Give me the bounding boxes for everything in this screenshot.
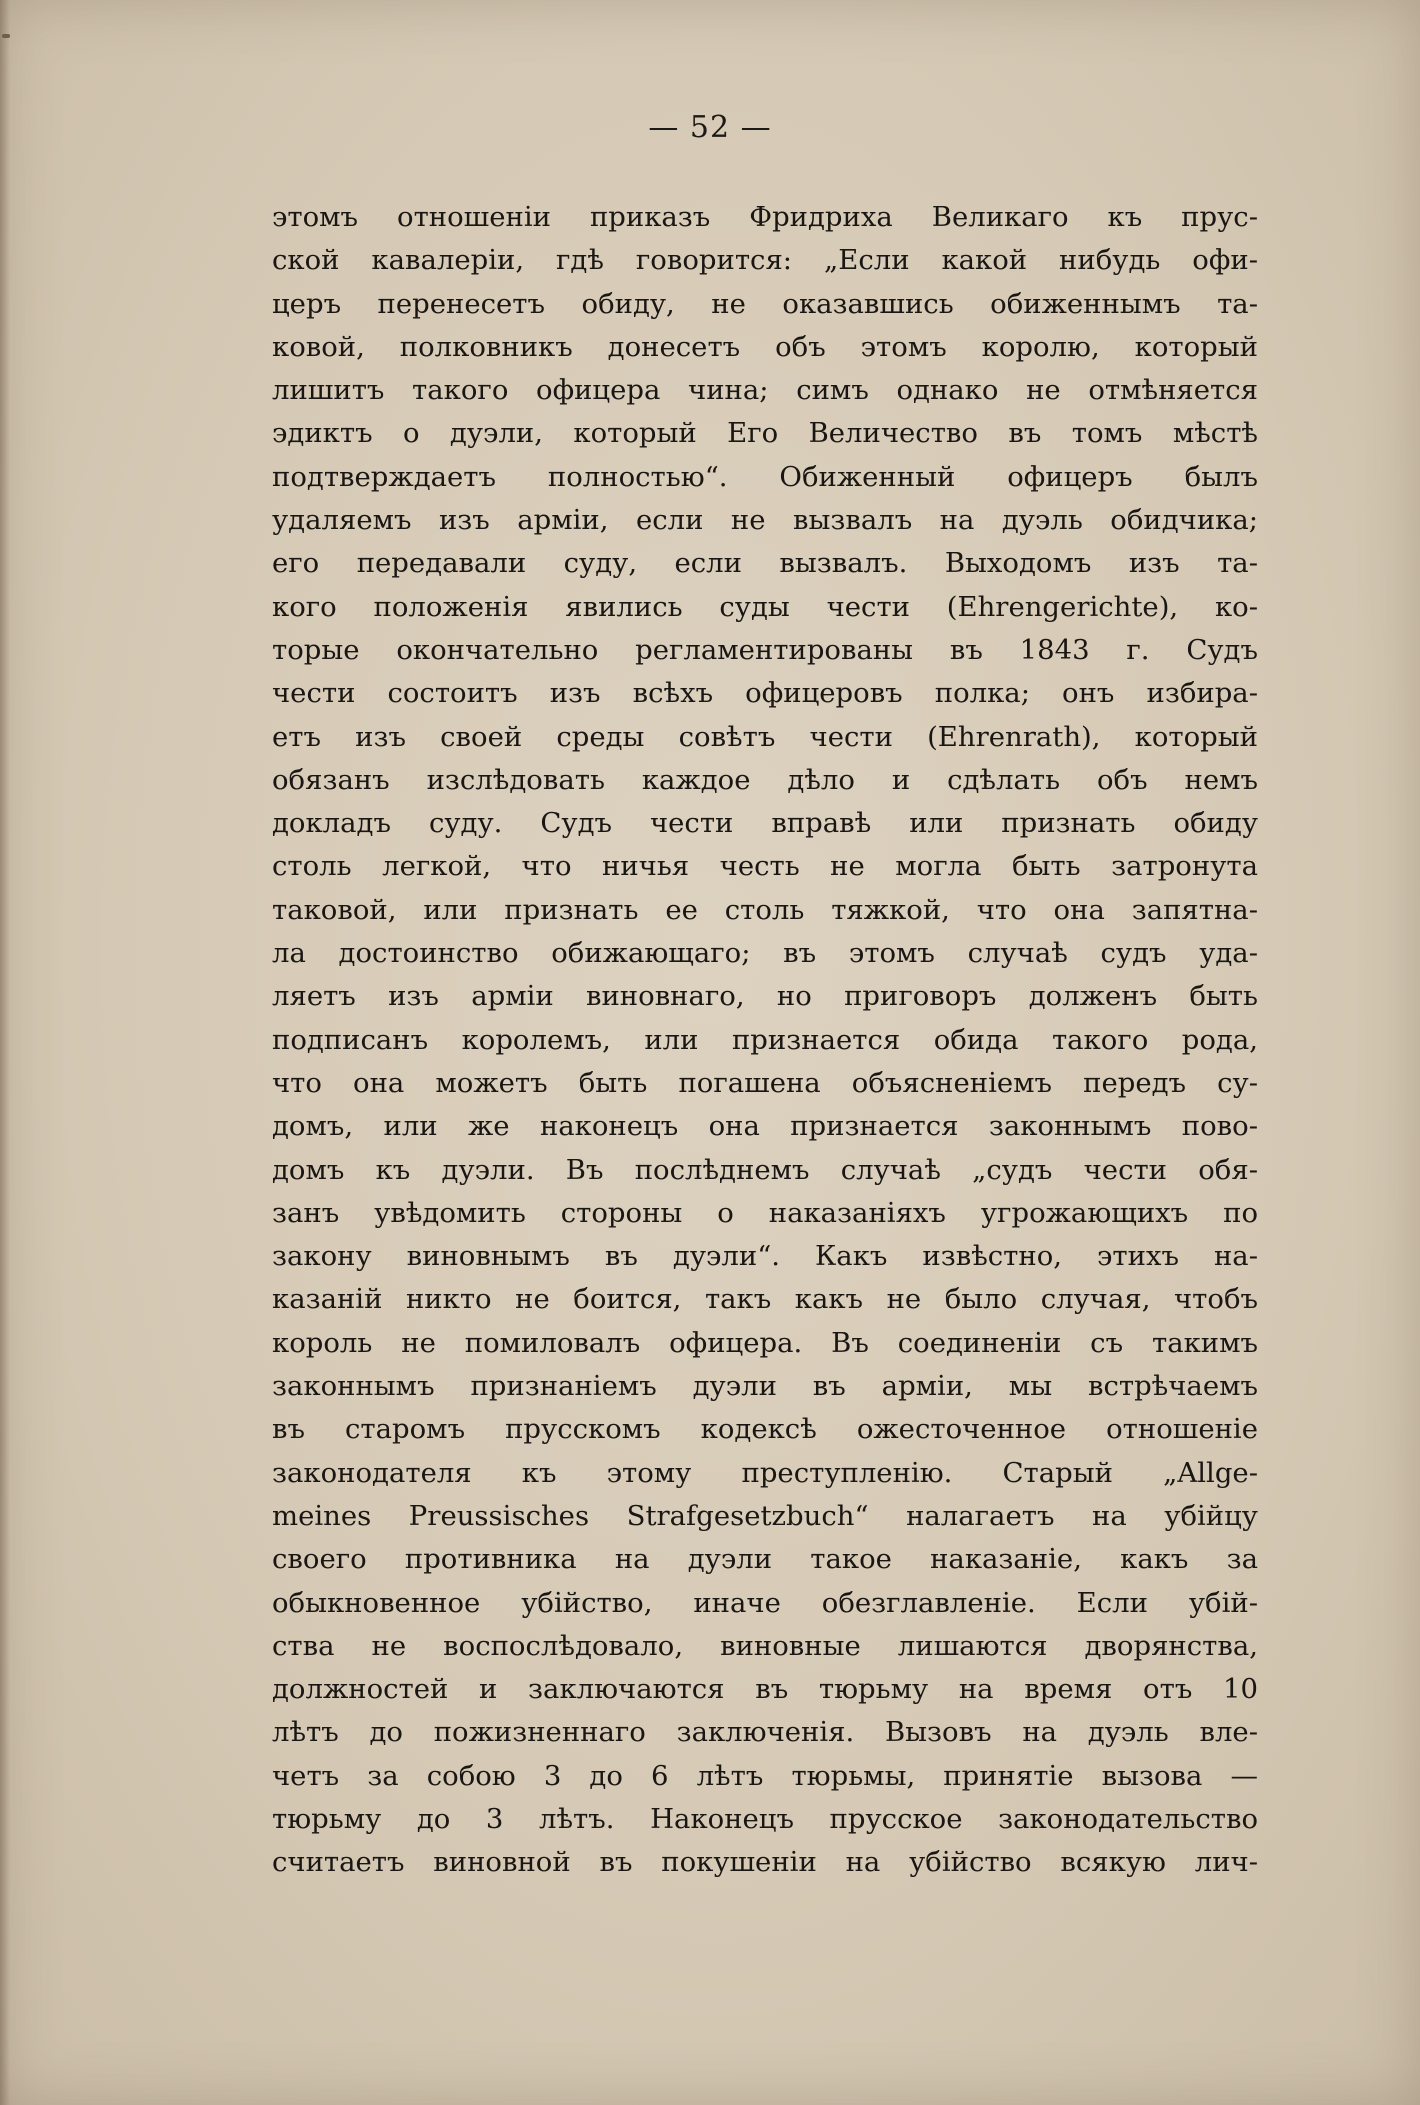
- text-line: церъ перенесетъ обиду, не оказавшись обиженнымъ та-: [272, 287, 1258, 320]
- text-line: должностей и заключаются въ тюрьму на время отъ 10: [272, 1673, 1258, 1706]
- text-line: докладъ суду. Судъ чести вправѣ или признать обиду: [272, 807, 1258, 840]
- text-line: ковой, полковникъ донесетъ объ этомъ королю, который: [272, 330, 1258, 363]
- body-text: [272, 196, 1258, 1885]
- text-line: этомъ отношеніи приказъ Фридриха Великаго къ прус-: [272, 201, 1258, 233]
- text-line: чести состоитъ изъ всѣхъ офицеровъ полка; онъ избира-: [272, 677, 1258, 710]
- text-line: таковой, или признать ее столь тяжкой, что она запятна-: [272, 893, 1258, 926]
- text-line: торые окончательно регламентированы въ 1843 г. Судъ: [272, 633, 1258, 666]
- text-line: лишитъ такого офицера чина; симъ однако не отмѣняется: [272, 374, 1258, 407]
- text-line: занъ увѣдомить стороны о наказаніяхъ угрожающихъ по: [272, 1196, 1258, 1229]
- text-line: въ старомъ прусскомъ кодексѣ ожесточенное отношеніе: [272, 1413, 1258, 1446]
- text-line: столь легкой, что ничья честь не могла быть затронута: [272, 850, 1258, 883]
- text-line: своего противника на дуэли такое наказаніе, какъ за: [272, 1543, 1258, 1576]
- text-line: считаетъ виновной въ покушеніи на убійство всякую лич-: [272, 1846, 1258, 1879]
- text-line: ляетъ изъ арміи виновнаго, но приговоръ долженъ быть: [272, 980, 1258, 1013]
- text-line: что она можетъ быть погашена объясненіемъ передъ су-: [272, 1066, 1258, 1099]
- text-line: meines Preussisches Strafgesetzbuch“ налагаетъ на убійцу: [272, 1499, 1258, 1532]
- text-line: закону виновнымъ въ дуэли“. Какъ извѣстно, этихъ на-: [272, 1240, 1258, 1273]
- text-line: подписанъ королемъ, или признается обида такого рода,: [272, 1023, 1258, 1056]
- text-line: его передавали суду, если вызвалъ. Выходомъ изъ та-: [272, 547, 1258, 580]
- text-line: кого положенія явились суды чести (Ehrengerichte), ко-: [272, 590, 1258, 623]
- text-line: домъ къ дуэли. Въ послѣднемъ случаѣ „судъ чести обя-: [272, 1153, 1258, 1186]
- text-line: казаній никто не боится, такъ какъ не было случая, чтобъ: [272, 1283, 1258, 1316]
- page-edge-mark: [2, 34, 10, 38]
- page-number: — 52 —: [648, 110, 772, 145]
- text-line: обязанъ изслѣдовать каждое дѣло и сдѣлать объ немъ: [272, 763, 1258, 796]
- text-line: удаляемъ изъ арміи, если не вызвалъ на дуэль обидчика;: [272, 504, 1258, 537]
- text-line: четъ за собою 3 до 6 лѣтъ тюрьмы, принятіе вызова —: [272, 1759, 1258, 1792]
- text-line: ла достоинство обижающаго; въ этомъ случаѣ судъ уда-: [272, 937, 1258, 970]
- text-line: етъ изъ своей среды совѣтъ чести (Ehrenrath), который: [272, 720, 1258, 753]
- text-line: обыкновенное убійство, иначе обезглавленіе. Если убій-: [272, 1586, 1258, 1619]
- text-line: законнымъ признаніемъ дуэли въ арміи, мы встрѣчаемъ: [272, 1370, 1258, 1403]
- text-line: лѣтъ до пожизненнаго заключенія. Вызовъ на дуэль вле-: [272, 1716, 1258, 1749]
- text-line: тюрьму до 3 лѣтъ. Наконецъ прусское законодательство: [272, 1802, 1258, 1835]
- text-line: эдиктъ о дуэли, который Его Величество въ томъ мѣстѣ: [272, 417, 1258, 450]
- text-line: подтверждаетъ полностью“. Обиженный офицеръ былъ: [272, 460, 1258, 493]
- text-line: ской кавалеріи, гдѣ говорится: „Если какой нибудь офи-: [272, 244, 1258, 277]
- text-line: домъ, или же наконецъ она признается законнымъ пово-: [272, 1110, 1258, 1143]
- text-line: ства не воспослѣдовало, виновные лишаются дворянства,: [272, 1629, 1258, 1662]
- text-line: король не помиловалъ офицера. Въ соединеніи съ такимъ: [272, 1326, 1258, 1359]
- text-line: законодателя къ этому преступленію. Старый „Allge-: [272, 1456, 1258, 1489]
